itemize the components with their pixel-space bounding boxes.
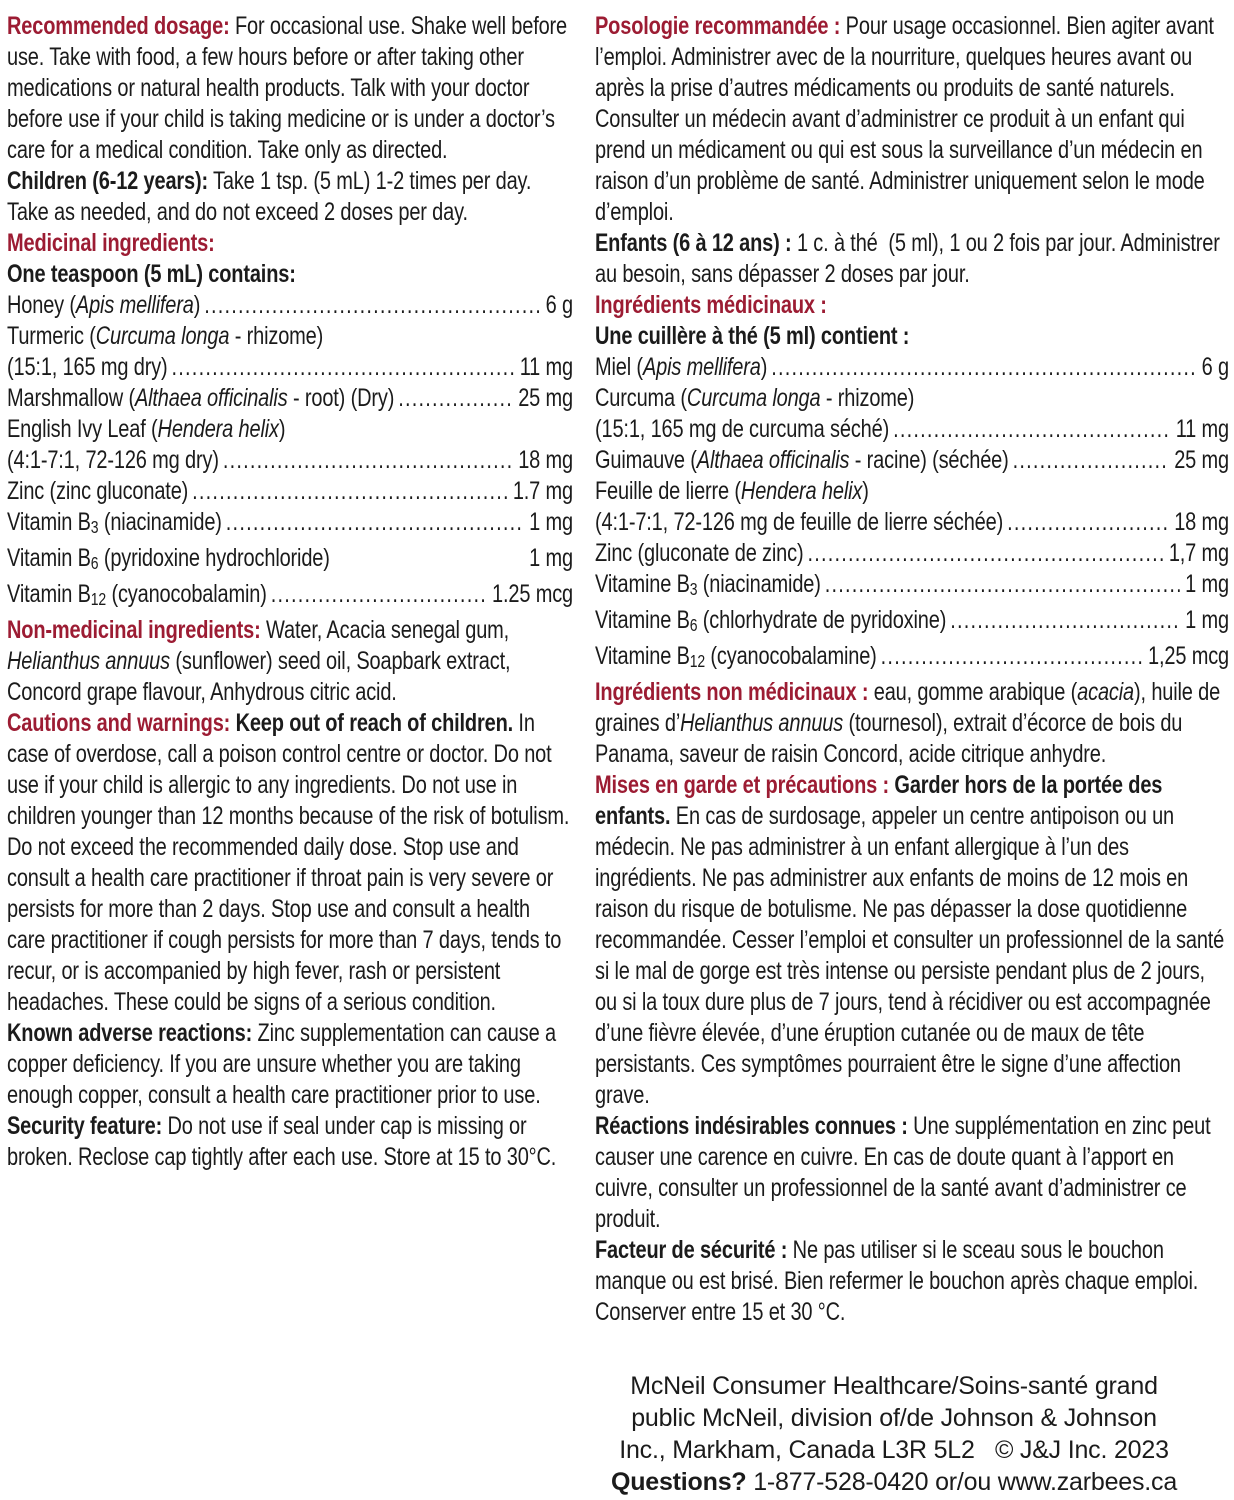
italic-text: Helianthus annuus (7, 647, 170, 676)
bold-text: Une cuillère à thé (5 ml) contient : (595, 322, 910, 350)
text-segment: (4:1-7:1, 72-126 mg de feuille de lierre séchée) (595, 508, 1004, 536)
dot-leader (1007, 507, 1169, 538)
dot-leader (226, 507, 524, 538)
ingredient-row (595, 507, 1229, 538)
ingredient-name (595, 383, 914, 414)
paragraph (595, 1235, 1229, 1328)
ingredient-name (7, 383, 394, 414)
ingredient-row (7, 507, 573, 543)
ingredient-name (595, 538, 803, 569)
dot-leader (893, 414, 1170, 445)
ingredient-name (595, 507, 1003, 538)
text-segment: - rhizome) (820, 384, 915, 412)
ingredient-row (595, 414, 1229, 445)
paragraph (7, 708, 573, 1018)
section-heading: Ingrédients médicinaux : (595, 291, 827, 319)
dot-leader (223, 445, 513, 476)
ingredient-name (595, 476, 869, 507)
subscript: 3 (689, 579, 698, 600)
dot-leader (204, 290, 540, 321)
footer-line (583, 1466, 1205, 1498)
text-segment: - racine) (séchée) (849, 446, 1009, 474)
ingredient-amount: 1,7 mg (1168, 539, 1229, 567)
ingredient-row (7, 445, 573, 476)
paragraph (595, 1111, 1229, 1235)
ingredient-amount: 25 mg (1174, 446, 1229, 474)
text-segment: Vitamine B (595, 606, 690, 635)
text-segment: (niacinamide) (697, 570, 821, 598)
text-segment: (cyanocobalamine) (705, 642, 877, 671)
paragraph (595, 11, 1229, 228)
ingredient-name (7, 445, 219, 476)
text-segment: Inc., Markham, Canada L3R 5L2 © J&J Inc. 2023 (619, 1436, 1169, 1465)
ingredient-row (7, 476, 573, 507)
italic-text: Helianthus annuus (680, 709, 844, 738)
text-segment: (tournesol), extrait d’écorce de bois du Panama, saveur de raisin Concord, acide citrique anhydre. (595, 709, 1183, 769)
paragraph (7, 259, 573, 290)
paragraph (595, 770, 1229, 1111)
footer-line (583, 1370, 1205, 1402)
text-segment: Une supplémentation en zinc peut causer une carence en cuivre. En cas de doute quant à l’apport en cuivre, consulter un professionnel de la santé avant d’administrer ce produit. (595, 1112, 1211, 1234)
bold-text: Keep out of reach of children. (235, 709, 514, 738)
ingredient-name (595, 605, 946, 641)
dot-leader (192, 476, 507, 507)
text-segment: Feuille de lierre ( (595, 477, 741, 505)
section-heading: Medicinal ingredients: (7, 229, 215, 257)
dot-leader (881, 641, 1143, 672)
text-segment: Honey ( (7, 291, 76, 319)
italic-text: Curcuma longa (95, 322, 230, 350)
text-segment: eau, gomme arabique ( (868, 678, 1078, 707)
dot-leader (825, 569, 1180, 600)
bold-text: Facteur de sécurité : (595, 1236, 788, 1265)
text-segment: Water, Acacia senegal gum, (260, 616, 510, 645)
french-column (595, 11, 1229, 1328)
ingredient-name (7, 321, 323, 352)
bold-text: One teaspoon (5 mL) contains: (7, 260, 296, 288)
text-segment: (niacinamide) (98, 508, 222, 536)
text-segment: (sunflower) seed oil, Soapbark extract, Concord grape flavour, Anhydrous citric acid. (7, 647, 511, 707)
dot-leader (950, 605, 1179, 636)
ingredient-row (7, 383, 573, 414)
bold-text: Children (6-12 years): (7, 167, 208, 195)
manufacturer-footer (583, 1370, 1205, 1498)
subscript: 3 (90, 517, 99, 538)
paragraph (595, 677, 1229, 770)
ingredient-row (595, 569, 1229, 605)
ingredient-name (595, 414, 889, 445)
bold-text: Security feature: (7, 1112, 163, 1141)
ingredient-row (7, 321, 573, 352)
ingredient-name (7, 352, 168, 383)
ingredient-amount: 1.7 mg (512, 477, 573, 505)
text-segment: (cyanocobalamin) (106, 580, 267, 609)
text-segment: Guimauve ( (595, 446, 697, 474)
text-segment: Vitamine B (595, 642, 690, 671)
italic-text: Curcuma longa (686, 384, 821, 412)
text-segment: ) (278, 415, 286, 443)
ingredient-name (7, 414, 285, 445)
bold-text: Enfants (6 à 12 ans) : (595, 229, 792, 257)
text-segment: Miel ( (595, 353, 643, 381)
text-segment: In case of overdose, call a poison control centre or doctor. Do not use if your child is allergic to any ingredients. Do not use in children younger than 12 months because of the risk of botulism. Do not exceed the recommended daily dose. Stop use and consult a health care practitioner if throat pain is very severe or persists for more than 2 days. Stop use and consult a health care practitioner if cough persists for more than 7 days, tends to recur, or is accompanied by high fever, rash or persistent headaches. These could be signs of a serious condition. (7, 709, 570, 1017)
paragraph (7, 1018, 573, 1111)
italic-text: Apis mellifera (642, 353, 761, 381)
ingredient-amount: 6 g (545, 291, 573, 319)
ingredient-name (595, 641, 877, 677)
text-segment: Do not use if seal under cap is missing or broken. Reclose cap tightly after each use. Store at 15 to 30°C. (7, 1112, 557, 1172)
footer-line (583, 1434, 1205, 1466)
text-segment: En cas de surdosage, appeler un centre antipoison ou un médecin. Ne pas administrer à un enfant allergique à l’un des ingrédients. Ne pas administrer aux enfants de moins de 12 mois en raison du risque de botulisme. Ne pas dépasser la dose quotidienne recommandée. Cesser l’emploi et consulter un professionnel de la santé si le mal de gorge est très intense ou persiste pendant plus de 2 jours, ou si la toux dure plus de 7 jours, tend à récidiver ou est accompagnée d’une fièvre élevée, d’une éruption cutanée ou de maux de tête persistants. Ces symptômes pourraient être le signe d’une affection grave. (595, 802, 1225, 1110)
bold-text: Known adverse reactions: (7, 1019, 253, 1048)
text-segment: (4:1-7:1, 72-126 mg dry) (7, 446, 219, 474)
bold-text: Garder hors de la portée des enfants. (595, 771, 1163, 831)
text-segment: Take 1 tsp. (5 mL) 1-2 times per day. Take as needed, and do not exceed 2 doses per day. (7, 167, 532, 226)
text-segment: Zinc (gluconate de zinc) (595, 539, 804, 567)
ingredient-amount: 25 mg (518, 384, 573, 412)
ingredient-name (7, 579, 267, 615)
ingredient-row (595, 352, 1229, 383)
ingredient-amount: 1 mg (1185, 606, 1229, 635)
text-segment: 1-877-528-0420 or/ou www.zarbees.ca (746, 1468, 1178, 1497)
text-segment: (15:1, 165 mg de curcuma séché) (595, 415, 890, 443)
text-segment: Vitamine B (595, 570, 690, 598)
text-segment: ) (193, 291, 201, 319)
italic-text: Apis mellifera (75, 291, 194, 319)
dot-leader (172, 352, 515, 383)
dot-leader (771, 352, 1196, 383)
bold-text: Réactions indésirables connues : (595, 1112, 908, 1141)
text-segment: - root) (Dry) (287, 384, 395, 412)
ingredient-row (595, 383, 1229, 414)
ingredient-name (7, 476, 188, 507)
italic-text: Hendera helix (740, 477, 863, 505)
text-segment: Vitamin B (7, 580, 91, 609)
ingredient-amount: 1 mg (529, 508, 573, 536)
text-segment: For occasional use. Shake well before use. Take with food, a few hours before or after taking other medications or natural health products. Talk with your doctor before use if your child is taking medicine or is under a doctor’s care for a medical condition. Take only as directed. (7, 12, 568, 164)
text-segment: English Ivy Leaf ( (7, 415, 158, 443)
text-segment: ) (760, 353, 768, 381)
text-segment: (chlorhydrate de pyridoxine) (697, 606, 947, 635)
ingredient-amount: 6 g (1201, 353, 1229, 381)
ingredient-amount: 11 mg (1175, 415, 1229, 443)
text-segment: Zinc supplementation can cause a copper deficiency. If you are unsure whether you are taking enough copper, consult a health care practitioner prior to use. (7, 1019, 556, 1110)
text-segment: 1 c. à thé (5 ml), 1 ou 2 fois par jour. Administrer au besoin, sans dépasser 2 doses par jour. (595, 229, 1220, 288)
text-segment: (15:1, 165 mg dry) (7, 353, 168, 381)
section-heading: Mises en garde et précautions : (595, 771, 890, 800)
dot-leader (1013, 445, 1169, 476)
ingredient-amount: 11 mg (519, 353, 573, 381)
ingredient-row (595, 476, 1229, 507)
ingredient-row (7, 290, 573, 321)
ingredient-row (7, 352, 573, 383)
paragraph (7, 166, 573, 228)
ingredient-row (595, 445, 1229, 476)
paragraph (7, 615, 573, 708)
ingredient-row (595, 538, 1229, 569)
text-segment: Vitamin B (7, 544, 91, 573)
english-column (7, 11, 573, 1328)
subscript: 12 (90, 589, 107, 610)
english-column-inner (7, 11, 573, 1173)
italic-text: Althaea officinalis (134, 384, 288, 412)
ingredient-amount: 1 mg (1185, 570, 1229, 598)
text-segment: McNeil Consumer Healthcare/Soins-santé grand (630, 1372, 1158, 1401)
dot-leader (271, 579, 487, 610)
dot-leader (398, 383, 512, 414)
ingredient-row (7, 543, 573, 579)
text-segment: public McNeil, division of/de Johnson & Johnson (631, 1404, 1157, 1433)
bold-text: Questions? (610, 1468, 747, 1497)
text-segment: Zinc (zinc gluconate) (7, 477, 189, 505)
text-segment: Marshmallow ( (7, 384, 135, 412)
italic-text: Althaea officinalis (696, 446, 850, 474)
section-heading: Posologie recommandée : (595, 12, 841, 40)
section-heading: Cautions and warnings: (7, 709, 231, 738)
ingredient-amount: 18 mg (518, 446, 573, 474)
text-segment: - rhizome) (229, 322, 324, 350)
italic-text: acacia (1077, 678, 1135, 707)
ingredient-name (7, 507, 222, 543)
section-heading: Non-medicinal ingredients: (7, 616, 261, 645)
text-segment: Ne pas utiliser si le sceau sous le bouchon manque ou est brisé. Bien refermer le bouchon après chaque emploi. Conserver entre 15 et 30 °C. (595, 1236, 1199, 1327)
dot-leader (807, 538, 1163, 569)
subscript: 6 (90, 553, 99, 574)
ingredient-amount: 1.25 mcg (492, 580, 573, 609)
ingredient-amount: 18 mg (1174, 508, 1229, 536)
paragraph (595, 228, 1229, 290)
paragraph (7, 228, 573, 259)
italic-text: Hendera helix (157, 415, 279, 443)
text-segment: Pour usage occasionnel. Bien agiter avant l’emploi. Administrer avec de la nourriture, quelques heures avant ou après la prise d’autres médicaments ou produits de santé naturels. Consulter un médecin avant d’administrer ce produit à un enfant qui prend un médicament ou qui est sous la surveillance d’un médecin en raison d’un problème de santé. Administrer uniquement selon le mode d’emploi. (595, 12, 1214, 226)
paragraph (7, 11, 573, 166)
paragraph (595, 321, 1229, 352)
section-heading: Recommended dosage: (7, 12, 230, 40)
subscript: 12 (689, 651, 706, 672)
text-segment: ), huile de graines d’ (595, 678, 1221, 738)
column-gap (573, 11, 595, 1328)
ingredient-name (595, 445, 1009, 476)
subscript: 6 (689, 615, 698, 636)
text-segment: ) (862, 477, 869, 505)
section-heading: Ingrédients non médicinaux : (595, 678, 869, 707)
french-column-inner (595, 11, 1229, 1328)
text-segment: Curcuma ( (595, 384, 687, 412)
ingredient-row (7, 414, 573, 445)
ingredient-row (595, 641, 1229, 677)
ingredient-row (595, 605, 1229, 641)
ingredient-amount: 1,25 mcg (1148, 642, 1229, 671)
ingredient-name (7, 290, 200, 321)
ingredient-amount: 1 mg (529, 544, 573, 573)
ingredient-row (7, 579, 573, 615)
ingredient-name (7, 543, 330, 579)
paragraph (7, 1111, 573, 1173)
footer-line (583, 1402, 1205, 1434)
ingredient-name (595, 352, 767, 383)
text-segment: Turmeric ( (7, 322, 96, 350)
text-segment: (pyridoxine hydrochloride) (98, 544, 330, 573)
ingredient-name (595, 569, 821, 605)
text-segment: Vitamin B (7, 508, 91, 536)
paragraph (595, 290, 1229, 321)
